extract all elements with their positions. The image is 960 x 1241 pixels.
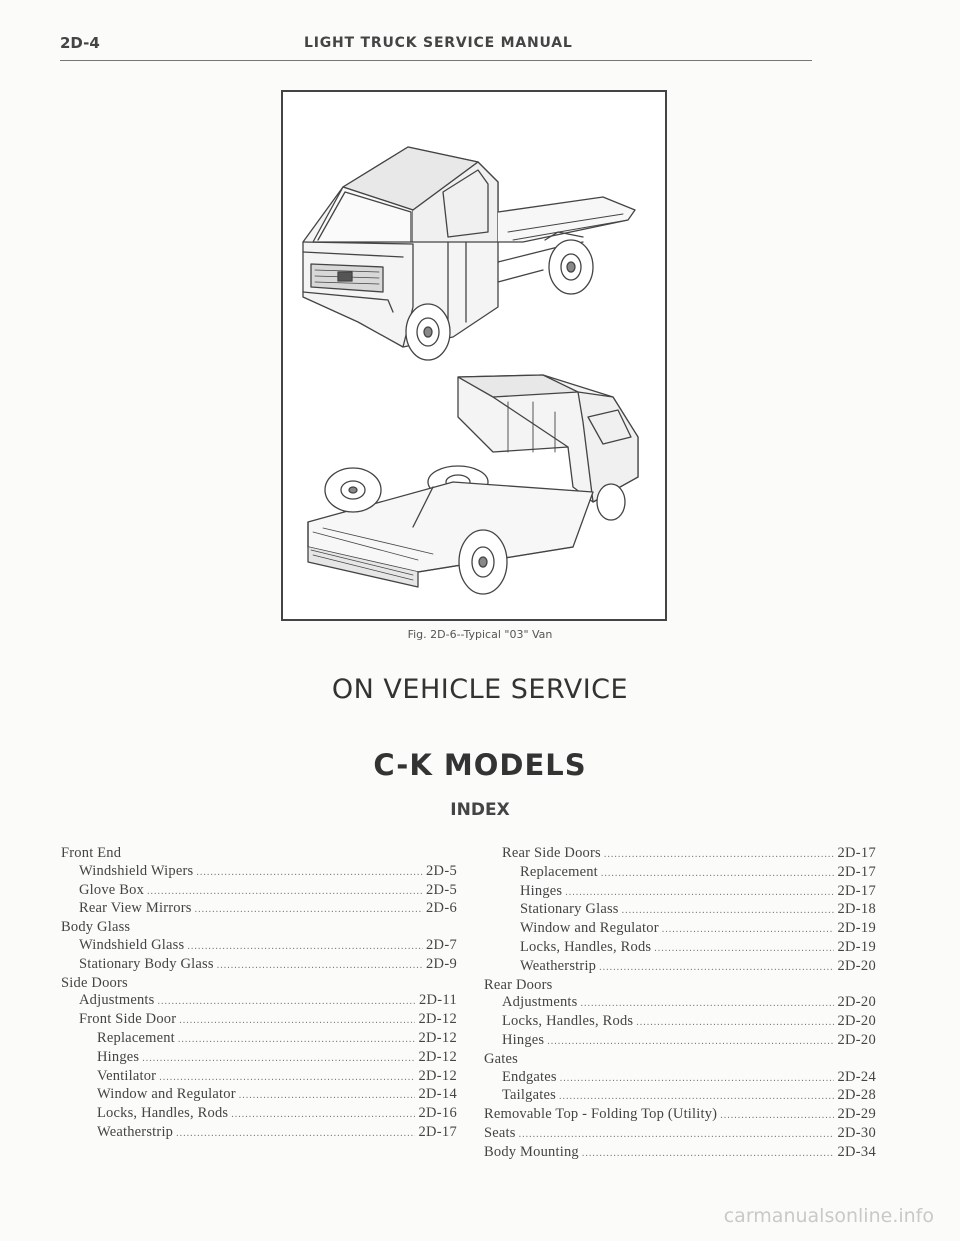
dot-leader [231,1106,415,1124]
index-entry [484,864,876,883]
index-entry-page: 2D-9 [426,955,457,972]
index-entry [484,939,876,958]
index-entry [484,977,876,995]
dot-leader [559,1088,835,1106]
index-entry-label: Ventilator [97,1067,157,1084]
van-rear-view [308,375,638,594]
index-entry-label: Replacement [97,1029,175,1046]
index-entry-label: Weatherstrip [97,1123,174,1140]
index-entry-page: 2D-11 [418,992,457,1009]
models-heading: C-K MODELS [373,748,587,782]
index-entry-page: 2D-5 [426,881,457,898]
dot-leader [176,1125,415,1143]
index-entry [61,937,457,956]
index-entry-page: 2D-24 [837,1068,876,1085]
dot-leader [147,883,423,901]
index-entry-label: Locks, Handles, Rods [520,938,652,955]
index-entry-label: Adjustments [502,994,578,1011]
index-entry-label: Weatherstrip [520,957,597,974]
index-entry [61,1011,457,1030]
dot-leader [159,1069,415,1087]
section-heading: ON VEHICLE SERVICE [331,674,629,705]
index-entry-label: Adjustments [79,992,155,1009]
index-entry-page: 2D-6 [426,900,457,917]
manual-title: LIGHT TRUCK SERVICE MANUAL [304,35,573,51]
index-entry-page: 2D-17 [837,845,876,861]
index-entry-label: Window and Regulator [97,1086,236,1103]
index-entry-page: 2D-17 [418,1123,457,1140]
dot-leader [581,995,835,1013]
index-entry-label: Endgates [502,1068,557,1085]
van-illustration [281,90,667,621]
index-entry-page: 2D-19 [837,938,876,955]
dot-leader [636,1014,834,1032]
dot-leader [195,901,423,919]
index-entry [484,1051,876,1069]
index-entry [61,956,457,975]
dot-leader [217,957,423,975]
index-entry-label: Windshield Glass [79,936,185,953]
dot-leader [196,864,423,882]
index-entry-label: Hinges [97,1048,140,1065]
index-entry-label: Locks, Handles, Rods [97,1105,229,1122]
dot-leader [187,938,423,956]
index-entry-label: Seats [484,1124,516,1141]
index-entry [484,1106,876,1125]
van-drawing [283,92,665,619]
index-entry-label: Side Doors [61,974,128,991]
index-entry-label: Window and Regulator [520,920,659,937]
index-entry-page: 2D-34 [837,1143,876,1160]
dot-leader [654,940,834,958]
index-entry-page: 2D-29 [837,1106,876,1123]
index-entry-label: Removable Top - Folding Top (Utility) [484,1106,718,1123]
index-entry-label: Front End [61,845,122,861]
index-entry-page: 2D-7 [426,936,457,953]
index-entry-page: 2D-17 [837,863,876,880]
index-entry-page: 2D-28 [837,1087,876,1104]
index-entry-page: 2D-20 [837,957,876,974]
index-entry [484,1125,876,1144]
dot-leader [601,865,835,883]
dot-leader [142,1050,415,1068]
index-entry-label: Locks, Handles, Rods [502,1013,634,1030]
index-entry-label: Replacement [520,863,598,880]
index-entry [61,900,457,919]
index-entry [61,1068,457,1087]
index-entry-page: 2D-16 [418,1105,457,1122]
index-entry [484,920,876,939]
dot-leader [604,846,835,864]
dot-leader [547,1033,834,1051]
dot-leader [720,1107,834,1125]
index-entry-page: 2D-5 [426,862,457,879]
index-entry-label: Front Side Door [79,1011,177,1028]
index-entry-page: 2D-20 [837,1031,876,1048]
index-entry [61,975,457,993]
dot-leader [622,902,835,920]
dot-leader [158,993,416,1011]
index-entry-page: 2D-14 [418,1086,457,1103]
dot-leader [179,1012,415,1030]
dot-leader [560,1070,835,1088]
index-entry-label: Rear Side Doors [502,845,601,861]
index-entry-label: Body Glass [61,919,131,936]
index-entry-label: Stationary Glass [520,901,619,918]
index-entry [484,1069,876,1088]
index-entry [61,1124,457,1143]
dot-leader [662,921,835,939]
page-number: 2D-4 [60,34,100,52]
index-entry-page: 2D-19 [837,920,876,937]
index-entry-page: 2D-12 [418,1067,457,1084]
index-entry [484,883,876,902]
dot-leader [178,1031,416,1049]
dot-leader [582,1145,835,1163]
index-entry-label: Gates [484,1050,519,1067]
page-header [60,34,812,61]
dot-leader [519,1126,835,1144]
figure-caption: Fig. 2D-6--Typical "03" Van [407,628,553,641]
dot-leader [599,959,834,977]
index-entry [61,992,457,1011]
index-entry-label: Rear Doors [484,976,553,993]
index-entry [484,1032,876,1051]
dot-leader [239,1087,416,1105]
index-entry [61,1105,457,1124]
index-entry [61,845,457,863]
index-entry [484,1144,876,1163]
index-entry [61,1086,457,1105]
index-entry [484,1087,876,1106]
index-entry-label: Body Mounting [484,1143,579,1160]
index-entry [484,958,876,977]
watermark: carmanualsonline.info [723,1205,934,1227]
index-entry-label: Glove Box [79,881,145,898]
van-front-view [303,147,635,360]
index-entry [484,845,876,864]
index-column-right [484,845,876,1163]
index-entry [61,919,457,937]
index-entry [61,882,457,901]
index-entry-page: 2D-18 [837,901,876,918]
index-entry-label: Hinges [502,1031,545,1048]
index-entry-page: 2D-12 [418,1048,457,1065]
index-column-left [61,845,457,1143]
index-entry [484,994,876,1013]
index-entry-page: 2D-20 [837,994,876,1011]
index-entry [484,1013,876,1032]
index-entry [61,863,457,882]
index-entry-page: 2D-12 [418,1011,457,1028]
index-entry-page: 2D-30 [837,1124,876,1141]
index-entry-page: 2D-17 [837,882,876,899]
index-heading: INDEX [450,800,510,820]
index-entry [484,901,876,920]
index-entry-label: Hinges [520,882,563,899]
index-entry-label: Windshield Wipers [79,862,194,879]
index-entry-label: Tailgates [502,1087,556,1104]
index-entry-page: 2D-20 [837,1013,876,1030]
index-entry-label: Stationary Body Glass [79,955,214,972]
index-entry-label: Rear View Mirrors [79,900,192,917]
dot-leader [565,884,834,902]
index-entry-page: 2D-12 [418,1029,457,1046]
index-entry [61,1030,457,1049]
index-entry [61,1049,457,1068]
